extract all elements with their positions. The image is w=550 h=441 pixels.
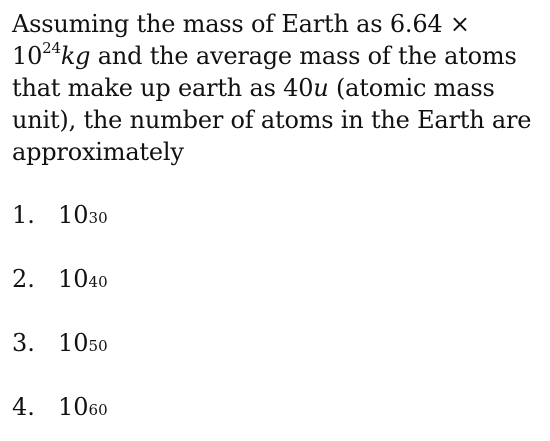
option-base: 10 (58, 393, 89, 421)
atom-mass-unit: u (313, 74, 329, 102)
option-3[interactable]: 3. 10 50 (12, 329, 108, 357)
option-number: 1. (12, 201, 35, 229)
earth-mass-mantissa: 6.64 (389, 10, 443, 38)
question-part-1: Assuming the mass of Earth as (12, 10, 390, 38)
earth-mass-base: 10 (12, 42, 43, 70)
option-number: 2. (12, 265, 35, 293)
option-base: 10 (58, 201, 89, 229)
earth-mass-unit: kg (60, 42, 91, 70)
times-sign: × (442, 10, 470, 38)
earth-mass-exponent: 24 (42, 39, 61, 57)
option-base: 10 (58, 329, 89, 357)
option-base: 10 (58, 265, 89, 293)
option-number: 3. (12, 329, 35, 357)
question-part-3: (atomic mass unit), the number of atoms in the Earth are approximately (12, 74, 532, 166)
question-text (12, 8, 540, 168)
option-number: 4. (12, 393, 35, 421)
option-1[interactable]: 1. 10 30 (12, 201, 108, 229)
question-part-2: and the average mass of the atoms that make up earth as (12, 42, 517, 102)
option-4[interactable]: 4. 10 60 (12, 393, 108, 421)
option-2[interactable]: 2. 10 40 (12, 265, 108, 293)
atom-mass-value: 40 (283, 74, 314, 102)
